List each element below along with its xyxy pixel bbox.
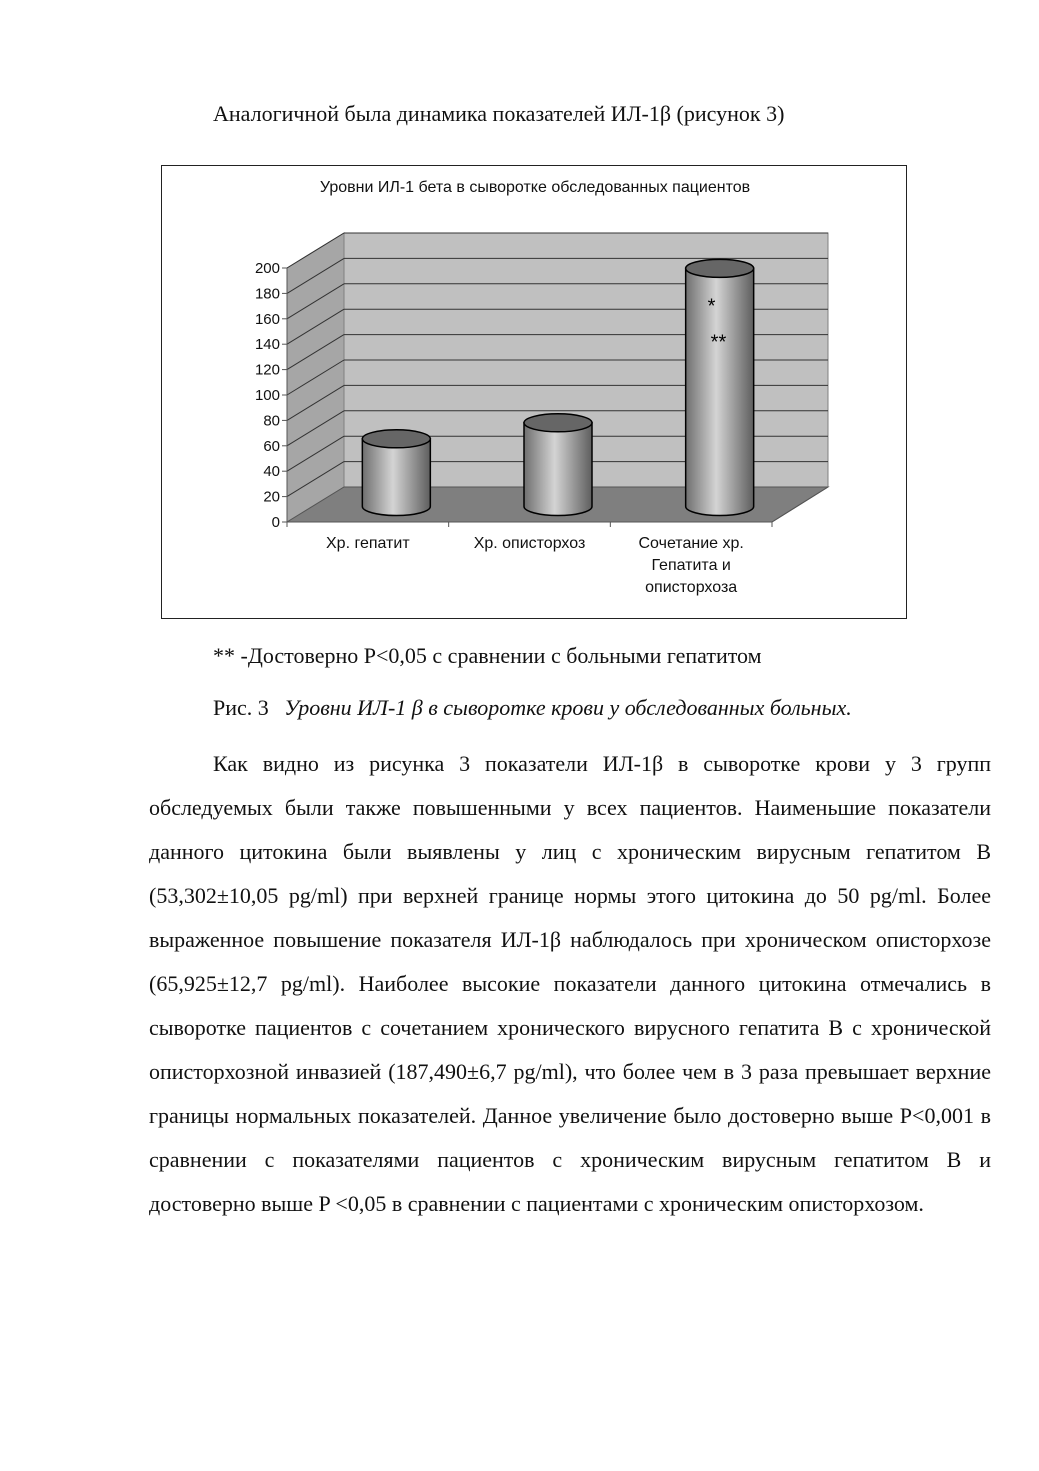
body-text <box>149 742 991 1226</box>
bar-body <box>686 268 754 515</box>
x-category-label: описторхоза <box>645 579 738 596</box>
bar <box>686 259 754 515</box>
y-tick-label: 40 <box>263 463 280 481</box>
bar-top <box>686 259 754 277</box>
y-tick-label: 60 <box>263 437 280 455</box>
x-category-label: Хр. гепатит <box>326 535 410 552</box>
intro-sentence: Аналогичной была динамика показателей ИЛ-1β (рисунок 3) <box>213 101 785 126</box>
y-tick-label: 180 <box>254 285 280 303</box>
y-tick-label: 160 <box>254 310 280 328</box>
x-category-label: Хр. описторхоз <box>473 535 586 552</box>
x-category-label: Сочетание хр. <box>638 535 744 552</box>
bar-top <box>362 430 430 448</box>
y-tick-label: 0 <box>271 514 280 531</box>
bar-body <box>524 423 592 516</box>
y-tick-label: 120 <box>254 361 280 379</box>
significance-note: ** -Достоверно P<0,05 с сравнении с больными гепатитом <box>213 643 762 668</box>
y-tick-label: 80 <box>263 412 280 430</box>
y-tick-label: 20 <box>263 488 280 506</box>
bar <box>524 414 592 516</box>
bar-top <box>524 414 592 432</box>
x-category-label: Гепатита и <box>651 557 731 574</box>
y-tick-label: 100 <box>254 387 280 404</box>
figure-caption <box>213 695 852 721</box>
bar-annotation: ** <box>710 331 727 354</box>
bar-body <box>362 439 430 516</box>
bar-annotation: * <box>707 295 716 318</box>
chart-frame <box>161 165 907 619</box>
body-paragraph: Как видно из рисунка 3 показатели ИЛ-1β в сыворотке крови у 3 групп обследуемых были также повышенными у всех пациентов. Наименьшие показатели данного цитокина были выявлены у лиц с хроническим вирусным гепатитом В (53,302±10,05 pg/ml) при верхней границе нормы этого цитокина до 50 pg/ml. Более выраженное повышение показателя ИЛ-1β наблюдалось при хроническом описторхозе (65,925±12,7 pg/ml). Наиболее высокие показатели данного цитокина отмечались в сыворотке пациентов с сочетанием хронического вирусного гепатита В с хронической описторхозной инвазией (187,490±6,7 pg/ml), что более чем в 3 раза превышает верхние границы нормальных показателей. Данное увеличение было достоверно выше P<0,001 в сравнении с показателями пациентов с хроническим вирусным гепатитом В и достоверно выше P <0,05 в сравнении с пациентами с хроническим описторхозом. <box>149 751 991 1216</box>
caption-prefix: Рис. 3 <box>213 695 269 720</box>
caption-title: Уровни ИЛ-1 β в сыворотке крови у обследованных больных. <box>284 695 852 720</box>
bar <box>362 430 430 516</box>
y-tick-label: 200 <box>254 260 280 277</box>
y-tick-label: 140 <box>254 336 280 354</box>
chart-plot <box>162 166 908 620</box>
chart-title: Уровни ИЛ-1 бета в сыворотке обследованных пациентов <box>319 179 751 196</box>
